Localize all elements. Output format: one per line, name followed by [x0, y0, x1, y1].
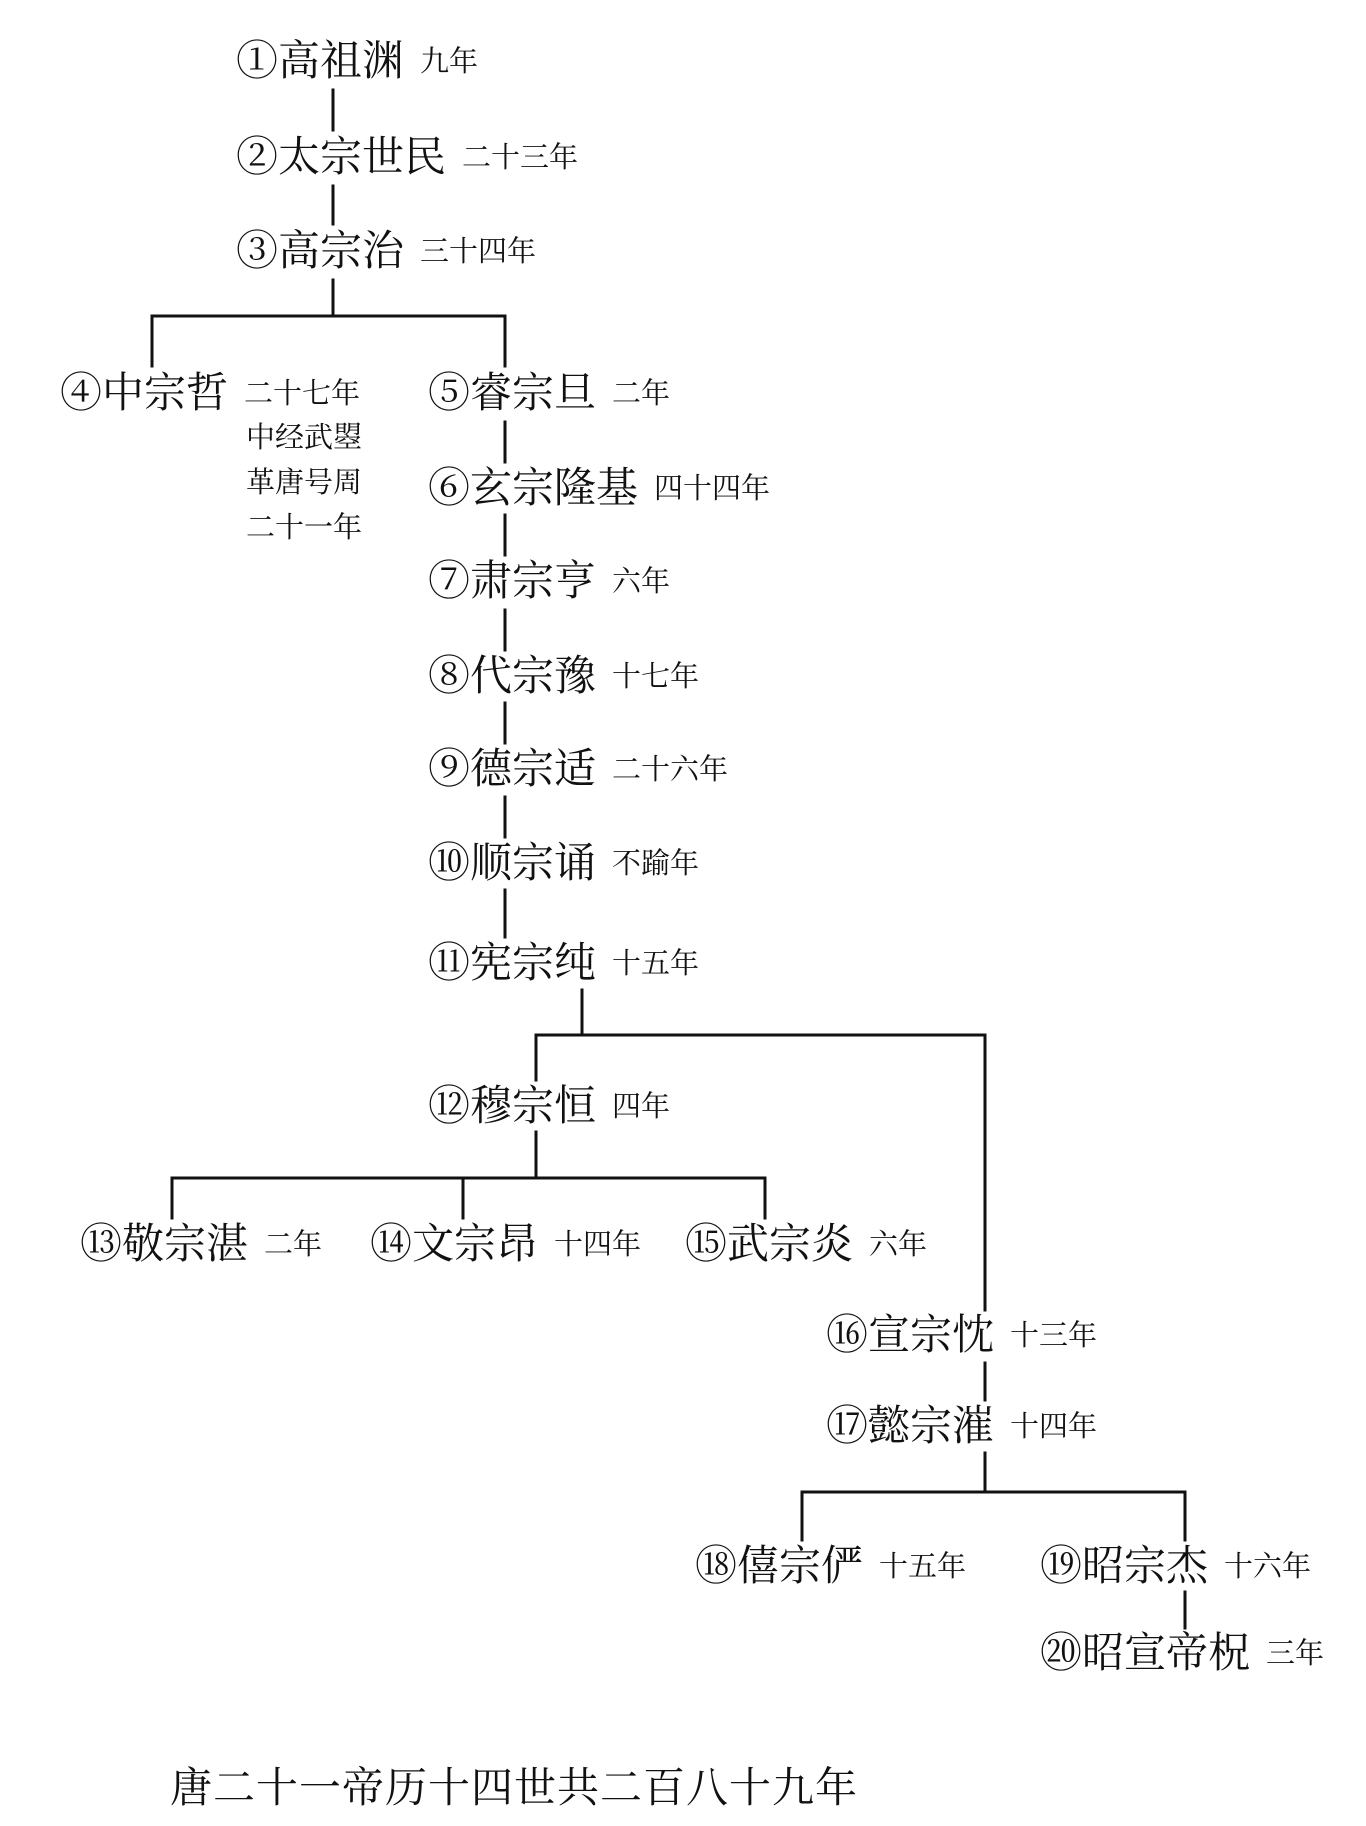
emperor-node — [428, 1081, 671, 1130]
emperor-name: ⑦肃宗亨 — [428, 556, 597, 605]
emperor-name: ⑤睿宗旦 — [428, 368, 597, 417]
emperor-node — [695, 1541, 967, 1590]
emperor-name: ⑰懿宗漼 — [826, 1401, 995, 1450]
emperor-name: ④中宗哲 — [60, 368, 229, 417]
emperor-name: ⑯宣宗忱 — [826, 1310, 995, 1359]
emperor-node — [236, 132, 579, 181]
reign-length: 十五年 — [879, 1549, 967, 1583]
reign-length: 九年 — [420, 44, 479, 78]
emperor-node — [685, 1219, 928, 1268]
reign-length: 二十三年 — [462, 140, 579, 174]
emperor-node — [428, 838, 700, 887]
emperor-name: ⑫穆宗恒 — [428, 1081, 597, 1130]
emperor-name: ⑲昭宗杰 — [1040, 1541, 1209, 1590]
wu-zetian-note-line: 革唐号周 — [246, 465, 363, 499]
reign-length: 三十四年 — [420, 234, 537, 268]
emperor-name: ③高宗治 — [236, 226, 405, 275]
emperor-name: ⑨德宗适 — [428, 744, 597, 793]
emperor-node — [370, 1219, 642, 1268]
dynasty-summary: 唐二十一帝历十四世共二百八十九年 — [170, 1763, 859, 1812]
emperor-name: ⑩顺宗诵 — [428, 838, 597, 887]
emperor-node — [1040, 1541, 1312, 1590]
emperor-name: ⑮武宗炎 — [685, 1219, 854, 1268]
reign-length: 四年 — [612, 1089, 671, 1123]
emperor-node — [1040, 1628, 1325, 1677]
reign-length: 四十四年 — [654, 471, 771, 505]
emperor-node — [428, 744, 729, 793]
emperor-node — [80, 1219, 323, 1268]
emperor-node — [428, 556, 671, 605]
reign-length: 二十七年 — [244, 376, 361, 410]
emperor-name: ⑳昭宣帝柷 — [1040, 1628, 1251, 1677]
emperor-node — [826, 1310, 1098, 1359]
emperor-name: ①高祖渊 — [236, 36, 405, 85]
emperor-name: ②太宗世民 — [236, 132, 447, 181]
emperor-node — [826, 1401, 1098, 1450]
emperor-node — [428, 651, 700, 700]
wu-zetian-note-line: 二十一年 — [246, 510, 363, 544]
reign-length: 不踰年 — [612, 846, 700, 880]
emperor-name: ⑱僖宗俨 — [695, 1541, 864, 1590]
emperor-name: ⑭文宗昂 — [370, 1219, 539, 1268]
reign-length: 十四年 — [554, 1227, 642, 1261]
emperor-node — [60, 368, 361, 417]
reign-length: 二年 — [264, 1227, 323, 1261]
emperor-node — [428, 938, 700, 987]
emperor-node — [236, 226, 537, 275]
emperor-node — [428, 463, 771, 512]
emperor-node — [428, 368, 671, 417]
reign-length: 二十六年 — [612, 752, 729, 786]
reign-length: 十四年 — [1010, 1409, 1098, 1443]
reign-length: 十三年 — [1010, 1318, 1098, 1352]
reign-length: 六年 — [612, 564, 671, 598]
emperor-node — [236, 36, 479, 85]
emperor-name: ⑥玄宗隆基 — [428, 463, 639, 512]
reign-length: 十七年 — [612, 659, 700, 693]
reign-length: 二年 — [612, 376, 671, 410]
reign-length: 三年 — [1266, 1636, 1325, 1670]
reign-length: 十六年 — [1224, 1549, 1312, 1583]
reign-length: 十五年 — [612, 946, 700, 980]
reign-length: 六年 — [869, 1227, 928, 1261]
emperor-name: ⑪宪宗纯 — [428, 938, 597, 987]
emperor-name: ⑧代宗豫 — [428, 651, 597, 700]
emperor-name: ⑬敬宗湛 — [80, 1219, 249, 1268]
wu-zetian-note-line: 中经武曌 — [246, 420, 363, 454]
